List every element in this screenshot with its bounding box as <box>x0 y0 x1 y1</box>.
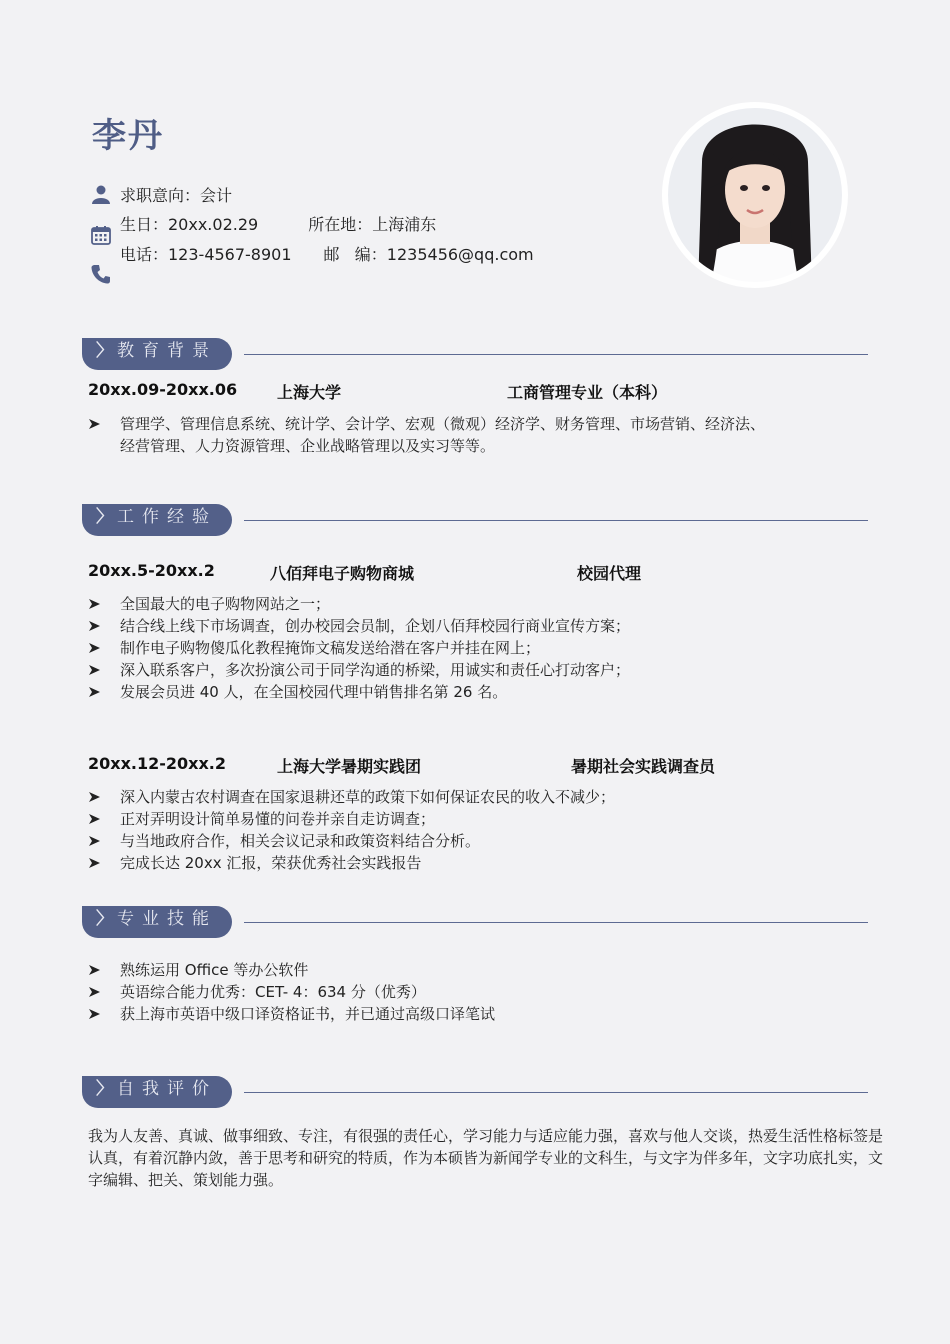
section-divider <box>244 1092 868 1093</box>
email: 邮 编：1235456@qq.com <box>323 245 534 264</box>
list-item: 正对弄明设计简单易懂的问卷并亲自走访调查； <box>88 808 788 830</box>
job-bullets <box>88 786 788 874</box>
list-item: 深入联系客户，多次扮演公司于同学沟通的桥梁，用诚实和责任心打动客户； <box>88 659 788 681</box>
birthday: 生日：20xx.02.29 <box>120 215 259 234</box>
education-date: 20xx.09-20xx.06 <box>88 380 238 399</box>
list-item: 与当地政府合作，相关会议记录和政策资料结合分析。 <box>88 830 788 852</box>
arrow-bullet-icon <box>88 808 102 830</box>
section-tab-work <box>82 504 232 536</box>
list-item: 发展会员进 40 人，在全国校园代理中销售排名第 26 名。 <box>88 681 788 703</box>
section-title-education: 教育背景 <box>117 341 217 361</box>
phone: 电话：123-4567-8901 <box>120 245 292 264</box>
list-item: 熟练运用 Office 等办公软件 <box>88 959 788 981</box>
section-divider <box>244 922 868 923</box>
section-title-work: 工作经验 <box>117 507 217 527</box>
arrow-bullet-icon <box>88 1003 102 1025</box>
arrow-bullet-icon <box>88 659 102 681</box>
arrow-bullet-icon <box>88 830 102 852</box>
list-item: 结合线上线下市场调查，创办校园会员制，企划八佰拜校园行商业宣传方案； <box>88 615 788 637</box>
birthday-location-line <box>120 212 436 235</box>
list-item: 管理学、管理信息系统、统计学、会计学、宏观（微观）经济学、财务管理、市场营销、经济法、经营管理、人力资源管理、企业战略管理以及实习等等。 <box>88 413 778 457</box>
education-bullets <box>88 413 778 457</box>
list-item: 全国最大的电子购物网站之一； <box>88 593 788 615</box>
arrow-bullet-icon <box>88 852 102 874</box>
self-evaluation-text: 我为人友善、真诚、做事细致、专注，有很强的责任心，学习能力与适应能力强，喜欢与他人交谈，热爱生活性格标签是认真，有着沉静内敛，善于思考和研究的特质，作为本硕皆为新闻学专业的文科生，与文字为伴多年，文字功底扎实，文字编辑、把关、策划能力强。 <box>88 1127 884 1189</box>
phone-icon <box>90 263 112 285</box>
resume-page <box>2 0 948 1344</box>
arrow-bullet-icon <box>88 593 102 615</box>
arrow-bullet-icon <box>88 413 102 435</box>
list-item: 英语综合能力优秀：CET- 4：634 分（优秀） <box>88 981 788 1003</box>
arrow-bullet-icon <box>88 615 102 637</box>
profile-photo <box>662 102 848 288</box>
list-item: 完成长达 20xx 汇报，荣获优秀社会实践报告 <box>88 852 788 874</box>
section-divider <box>244 354 868 355</box>
chevron-icon: 〉 <box>96 1079 113 1099</box>
candidate-name: 李丹 <box>92 116 164 156</box>
list-item: 制作电子购物傻瓜化教程掩饰文稿发送给潜在客户并挂在网上； <box>88 637 788 659</box>
arrow-bullet-icon <box>88 786 102 808</box>
calendar-icon <box>90 224 112 246</box>
section-title-skills: 专业技能 <box>117 909 217 929</box>
job-date: 20xx.12-20xx.2 <box>88 754 227 773</box>
chevron-icon: 〉 <box>96 507 113 527</box>
section-tab-skills <box>82 906 232 938</box>
arrow-bullet-icon <box>88 959 102 981</box>
phone-email-line <box>120 242 534 265</box>
arrow-bullet-icon <box>88 681 102 703</box>
education-school: 上海大学 <box>277 383 342 402</box>
skills-bullets <box>88 959 788 1025</box>
location: 所在地：上海浦东 <box>308 215 437 234</box>
education-major: 工商管理专业（本科） <box>507 383 668 402</box>
section-tab-education <box>82 338 232 370</box>
job-org: 八佰拜电子购物商城 <box>270 564 415 583</box>
job-intent: 求职意向：会计 <box>120 186 233 205</box>
section-tab-self <box>82 1076 232 1108</box>
job-org: 上海大学暑期实践团 <box>277 757 422 776</box>
job-bullets <box>88 593 788 703</box>
arrow-bullet-icon <box>88 637 102 659</box>
job-role: 校园代理 <box>577 564 642 583</box>
list-item: 深入内蒙古农村调查在国家退耕还草的政策下如何保证农民的收入不减少； <box>88 786 788 808</box>
chevron-icon: 〉 <box>96 341 113 361</box>
job-role: 暑期社会实践调查员 <box>571 757 716 776</box>
chevron-icon: 〉 <box>96 909 113 929</box>
list-item: 获上海市英语中级口译资格证书，并已通过高级口译笔试 <box>88 1003 788 1025</box>
section-divider <box>244 520 868 521</box>
person-icon <box>90 183 112 205</box>
arrow-bullet-icon <box>88 981 102 1003</box>
portrait-illustration <box>662 102 848 288</box>
section-title-self: 自我评价 <box>117 1079 217 1099</box>
job-date: 20xx.5-20xx.2 <box>88 561 215 580</box>
